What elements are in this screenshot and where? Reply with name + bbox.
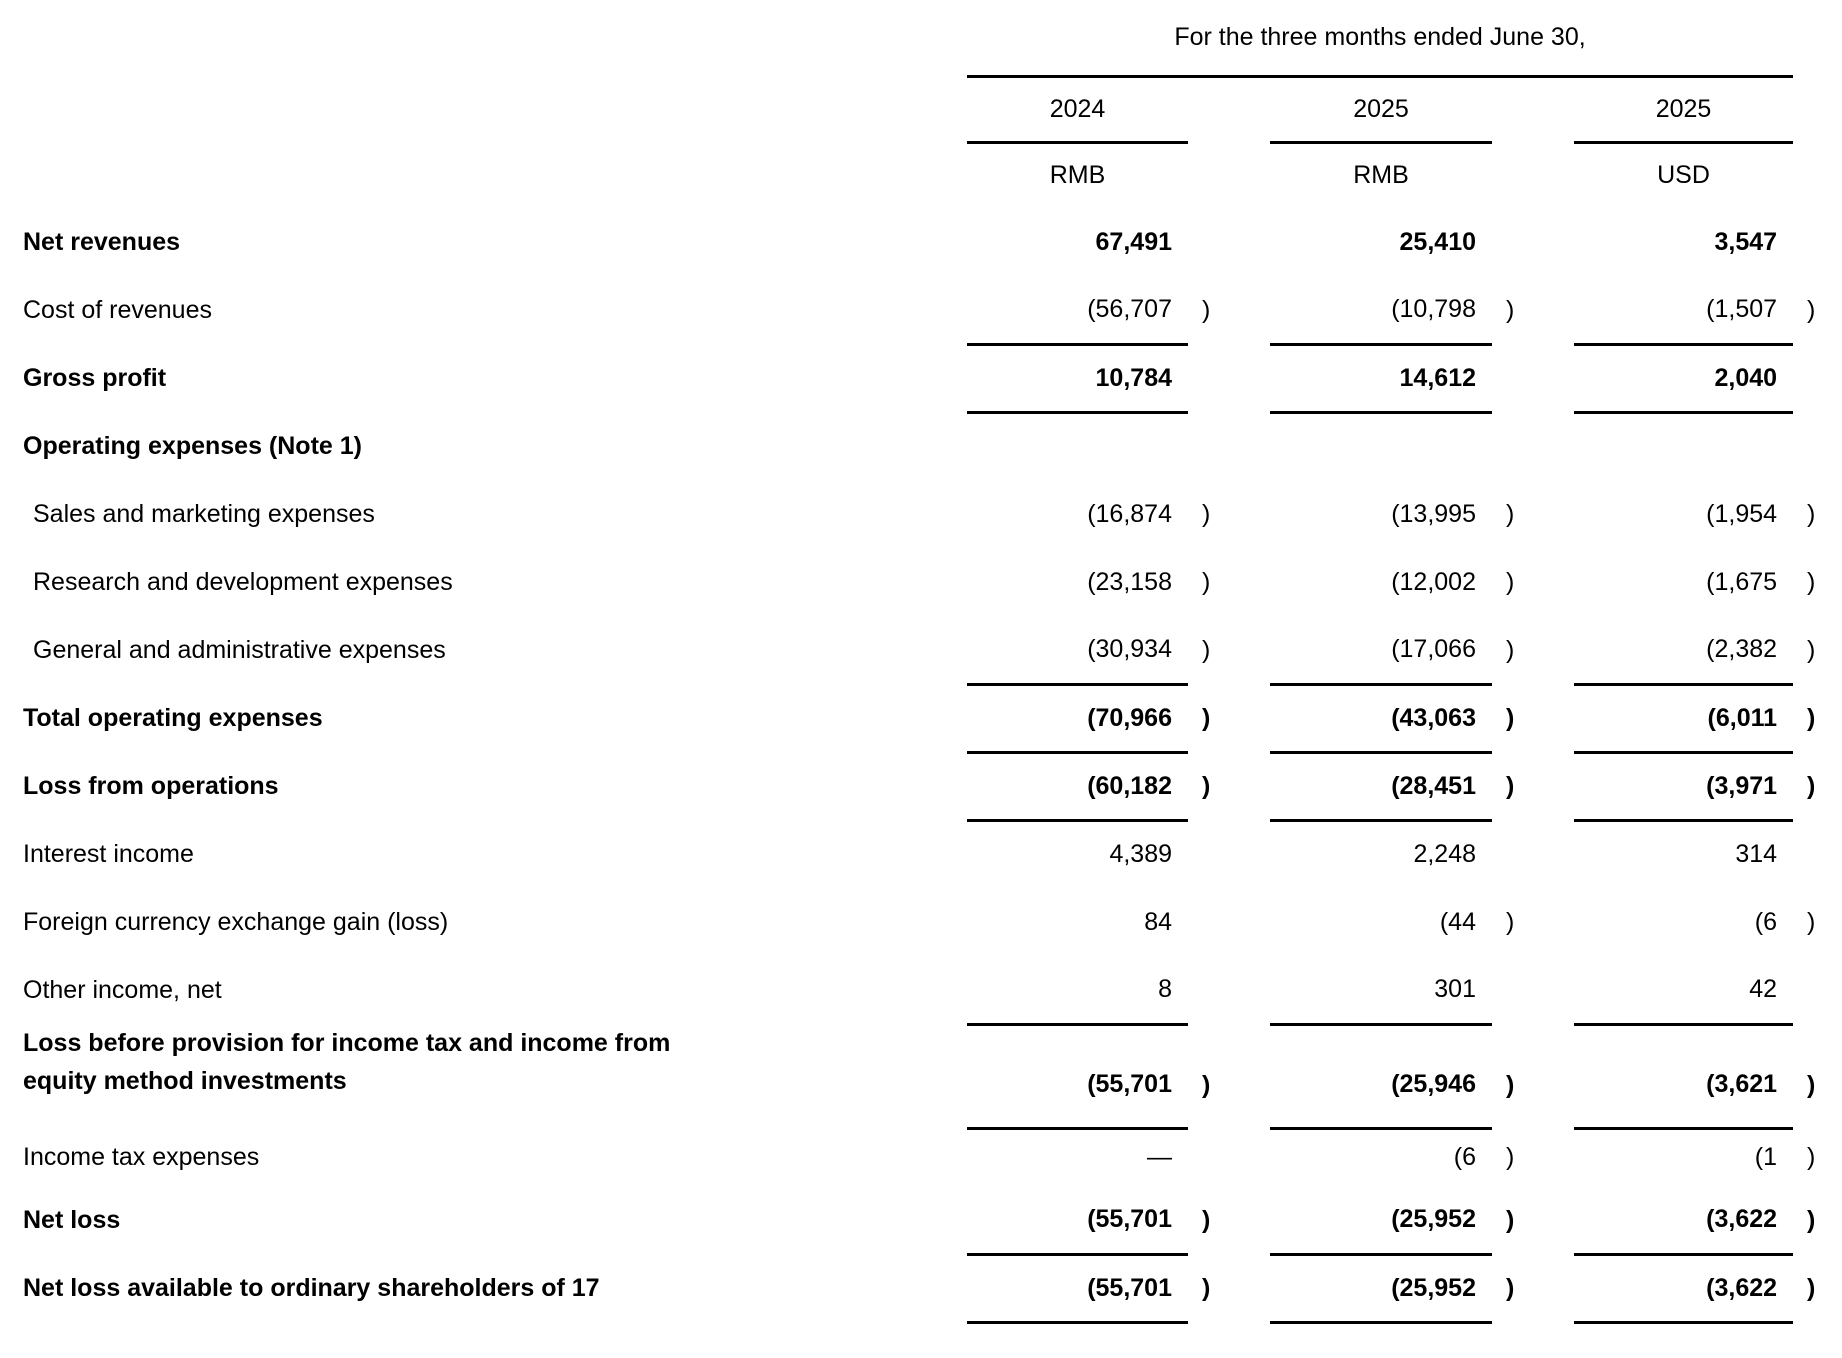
value-cell: (13,995: [1391, 499, 1476, 528]
value-cell: (70,966: [967, 684, 1188, 752]
value-cell: (3,971: [1574, 752, 1793, 820]
paren-cell: [1188, 208, 1228, 276]
row-label: General and administrative expenses: [33, 635, 446, 664]
value-cell: 8: [967, 956, 1188, 1024]
value-cell: 14,612: [1270, 344, 1492, 412]
value-cell: (56,707: [967, 276, 1188, 344]
row-label: Research and development expenses: [33, 567, 453, 596]
paren-cell: ): [1202, 295, 1211, 324]
spacer-cell: [1793, 76, 1833, 142]
table-row-net-loss: [23, 1186, 1833, 1254]
table-row-foreign-currency: [23, 888, 1833, 956]
value-cell: (55,701: [967, 1186, 1188, 1254]
paren-cell: [1188, 888, 1228, 956]
value-cell: (1,507: [1574, 276, 1793, 344]
paren-cell: ): [1807, 1205, 1816, 1234]
value-cell: (44: [1439, 907, 1476, 936]
paren-cell: [1793, 412, 1833, 480]
paren-cell: [1492, 956, 1532, 1024]
value-cell: (16,874: [1087, 499, 1172, 528]
currency-header-row: [23, 142, 1833, 208]
period-header-row: [23, 0, 1833, 76]
currency-header-usd-2025: USD: [1657, 161, 1710, 190]
paren-cell: ): [1202, 1071, 1211, 1099]
spacer-cell: [1793, 142, 1833, 208]
value-cell: [1270, 412, 1492, 480]
paren-cell: [1188, 1128, 1228, 1186]
value-cell: (25,946: [1270, 1024, 1492, 1128]
spacer-cell: [1228, 76, 1270, 142]
value-cell: (25,952: [1270, 1186, 1492, 1254]
value-cell: (6: [1754, 907, 1778, 936]
paren-cell: ): [1506, 703, 1515, 732]
value-cell: (6: [1453, 1143, 1476, 1172]
spacer-cell: [1188, 142, 1228, 208]
value-cell: (2,382: [1574, 616, 1793, 684]
row-label: Total operating expenses: [23, 703, 323, 732]
spacer-cell: [1532, 76, 1574, 142]
paren-cell: ): [1506, 635, 1515, 664]
value-cell: (3,622: [1574, 1186, 1793, 1254]
table-row-research-development: [23, 548, 1833, 616]
row-label: Interest income: [23, 839, 194, 868]
paren-cell: ): [1506, 1205, 1515, 1234]
paren-cell: ): [1506, 1142, 1515, 1171]
table-row-operating-expenses-heading: [23, 412, 1833, 480]
spacer-cell: [1492, 76, 1532, 142]
year-header-2025-usd: 2025: [1574, 76, 1793, 142]
row-label: Operating expenses (Note 1): [23, 431, 362, 460]
table-row-general-administrative: [23, 616, 1833, 684]
paren-cell: ): [1807, 771, 1816, 800]
value-cell: 10,784: [967, 344, 1188, 412]
spacer-cell: [23, 142, 967, 208]
paren-cell: [1492, 820, 1532, 888]
paren-cell: ): [1202, 499, 1211, 528]
value-cell: (30,934: [967, 616, 1188, 684]
row-label: Income tax expenses: [23, 1142, 260, 1171]
value-cell: (1: [1754, 1143, 1778, 1172]
currency-header-rmb-2024: RMB: [1049, 161, 1106, 190]
value-cell: 42: [1574, 956, 1793, 1024]
value-cell: (28,451: [1270, 752, 1492, 820]
paren-cell: ): [1506, 499, 1515, 528]
paren-cell: [1492, 344, 1532, 412]
paren-cell: ): [1506, 771, 1515, 800]
row-label: Sales and marketing expenses: [33, 499, 375, 528]
paren-cell: ): [1506, 567, 1515, 596]
year-header-2025-rmb: 2025: [1270, 76, 1492, 142]
paren-cell: [1188, 344, 1228, 412]
paren-cell: [1188, 956, 1228, 1024]
currency-header-rmb-2025: RMB: [1353, 161, 1409, 190]
value-cell: 314: [1735, 840, 1778, 869]
value-cell: (23,158: [1087, 567, 1172, 596]
paren-cell: ): [1506, 1273, 1515, 1302]
table-row-net-revenues: [23, 208, 1833, 276]
paren-cell: ): [1807, 295, 1816, 324]
row-label: Net loss: [23, 1205, 121, 1234]
row-label: Other income, net: [23, 975, 222, 1004]
value-cell: (55,701: [967, 1024, 1188, 1128]
row-label: Net revenues: [23, 227, 181, 256]
row-label: Cost of revenues: [23, 295, 212, 324]
value-cell: [967, 412, 1188, 480]
spacer-cell: [23, 76, 967, 142]
value-cell: [1574, 412, 1793, 480]
table-row-loss-before-tax: [23, 1024, 1833, 1128]
spacer-cell: [1793, 0, 1833, 76]
value-cell: (3,622: [1574, 1254, 1793, 1322]
year-header-2024: 2024: [967, 76, 1188, 142]
paren-cell: [1492, 208, 1532, 276]
paren-cell: ): [1807, 1273, 1816, 1302]
row-label: Gross profit: [23, 363, 167, 392]
row-label: Loss before provision for income tax and income from equity method investments: [23, 1029, 671, 1095]
paren-cell: ): [1506, 907, 1515, 936]
value-cell: 84: [1144, 907, 1172, 936]
value-cell: (1,675: [1706, 567, 1778, 596]
value-cell: (17,066: [1270, 616, 1492, 684]
spacer-cell: [1492, 142, 1532, 208]
value-cell: (6,011: [1574, 684, 1793, 752]
paren-cell: ): [1807, 499, 1816, 528]
value-cell: 2,040: [1574, 344, 1793, 412]
paren-cell: ): [1807, 635, 1816, 664]
table-row-interest-income: [23, 820, 1833, 888]
value-cell: 3,547: [1714, 227, 1778, 256]
spacer-cell: [1532, 142, 1574, 208]
spacer-cell: [1188, 76, 1228, 142]
paren-cell: ): [1807, 907, 1816, 936]
table-row-other-income: [23, 956, 1833, 1024]
paren-cell: ): [1807, 567, 1816, 596]
spacer-cell: [23, 0, 967, 76]
row-label: Loss from operations: [23, 771, 279, 800]
paren-cell: [1793, 344, 1833, 412]
value-cell: (25,952: [1270, 1254, 1492, 1322]
value-cell: 67,491: [1095, 227, 1172, 256]
paren-cell: ): [1506, 1071, 1515, 1099]
paren-cell: ): [1807, 1071, 1816, 1099]
paren-cell: [1793, 820, 1833, 888]
paren-cell: [1492, 412, 1532, 480]
value-cell: (60,182: [967, 752, 1188, 820]
period-header: For the three months ended June 30,: [967, 0, 1793, 76]
paren-cell: ): [1807, 703, 1816, 732]
paren-cell: [1188, 820, 1228, 888]
paren-cell: ): [1807, 1142, 1816, 1171]
table-row-sales-marketing: [23, 480, 1833, 548]
table-row-cost-of-revenues: [23, 276, 1833, 344]
paren-cell: ): [1202, 567, 1211, 596]
paren-cell: ): [1202, 771, 1211, 800]
table-row-total-operating-expenses: [23, 684, 1833, 752]
value-cell: —: [1147, 1143, 1172, 1172]
row-label: Foreign currency exchange gain (loss): [23, 907, 449, 936]
table-row-gross-profit: [23, 344, 1833, 412]
spacer-cell: [1228, 142, 1270, 208]
row-label: Net loss available to ordinary shareholders of 17: [23, 1273, 600, 1302]
value-cell: (43,063: [1270, 684, 1492, 752]
value-cell: (12,002: [1391, 567, 1476, 596]
paren-cell: ): [1202, 635, 1211, 664]
value-cell: 4,389: [1109, 840, 1172, 869]
table-row-net-loss-available: [23, 1254, 1833, 1322]
value-cell: 25,410: [1399, 227, 1476, 256]
value-cell: (10,798: [1270, 276, 1492, 344]
paren-cell: [1793, 208, 1833, 276]
year-header-row: [23, 76, 1833, 142]
paren-cell: ): [1506, 295, 1515, 324]
paren-cell: [1188, 412, 1228, 480]
paren-cell: ): [1202, 1273, 1211, 1302]
paren-cell: ): [1202, 1205, 1211, 1234]
table-row-income-tax: [23, 1128, 1833, 1186]
income-statement-table: [23, 0, 1833, 1324]
value-cell: (1,954: [1706, 499, 1778, 528]
table-row-loss-from-operations: [23, 752, 1833, 820]
value-cell: 301: [1270, 956, 1492, 1024]
paren-cell: [1793, 956, 1833, 1024]
value-cell: (3,621: [1574, 1024, 1793, 1128]
paren-cell: ): [1202, 703, 1211, 732]
value-cell: (55,701: [967, 1254, 1188, 1322]
value-cell: 2,248: [1413, 840, 1476, 869]
